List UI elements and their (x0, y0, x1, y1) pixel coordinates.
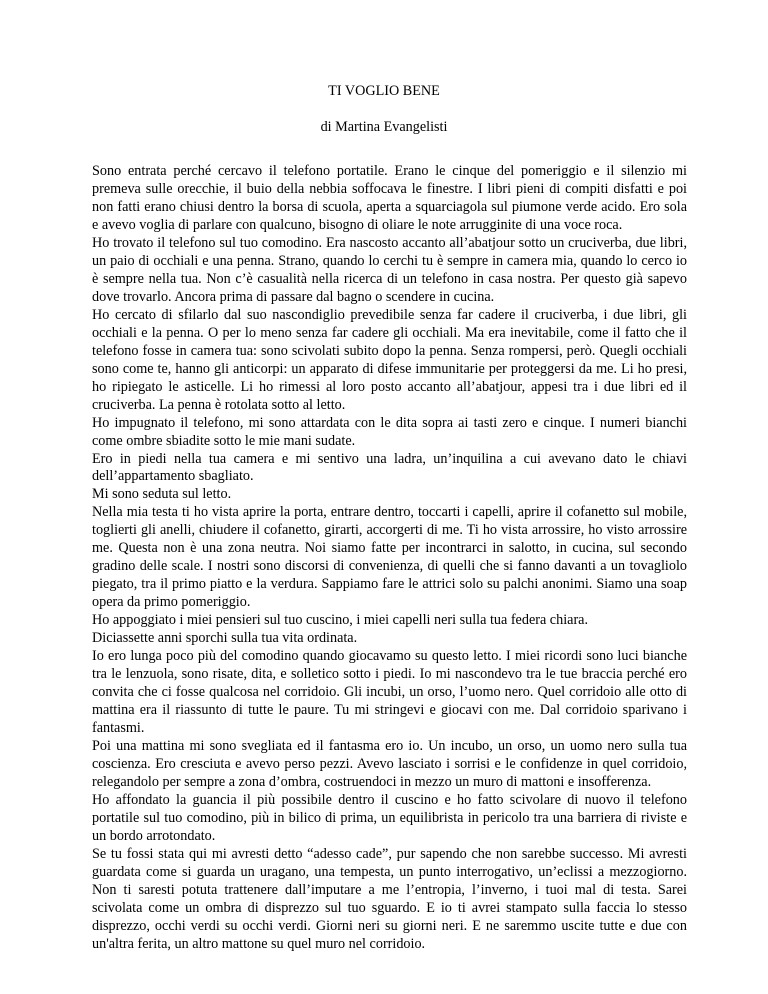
paragraph: Diciassette anni sporchi sulla tua vita ordinata. (92, 630, 358, 647)
document-body (92, 163, 687, 954)
paragraph: Nella mia testa ti ho vista aprire la porta, entrare dentro, toccarti i capelli, aprire il cofanetto sul mobile, toglierti gli anelli, chiudere il cofanetto, girarti, accorgerti di me. Ti ho vista arrossire, ho visto arrossire me. Questa non è una zona neutra. Noi siamo fatte per incontrarci in salotto, in cucina, sul secondo gradino delle scale. I nostri sono discorsi di convenienza, di quelli che si fanno davanti a un tovagliolo piegato, tra il primo piatto e la verdura. Sappiamo fare le attrici solo su palchi anonimi. Siamo una soap opera da primo pomeriggio. (92, 504, 687, 611)
paragraph: Ho impugnato il telefono, mi sono attardata con le dita sopra ai tasti zero e cinque. I numeri bianchi come ombre sbiadite sotto le mie mani sudate. (92, 414, 687, 449)
document-author: di Martina Evangelisti (320, 119, 448, 135)
paragraph: Ho trovato il telefono sul tuo comodino. Era nascosto accanto all’abatjour sotto un cruciverba, due libri, un paio di occhiali e una penna. Strano, quando lo cerchi tu è sempre in camera mia, quando lo cerco io è sempre nella tua. Non c’è casualità nella ricerca di un telefono in casa nostra. Per questo già sapevo dove trovarlo. Ancora prima di passare dal bagno o scendere in cucina. (92, 234, 687, 305)
paragraph: Se tu fossi stata qui mi avresti detto “adesso cade”, pur sapendo che non sarebbe successo. Mi avresti guardata come si guarda un uragano, una tempesta, un punto interrogativo, un’eclissi a mezzogiorno. Non ti saresti potuta trattenere dall’imputare a me l’entropia, l’inverno, i tuoi mal di testa. Sarei scivolata come un ombra di disprezzo sul tuo sguardo. E io ti avrei stampato sulla faccia lo stesso disprezzo, occhi verdi su occhi verdi. Giorni neri su giorni neri. E ne saremmo uscite tutte e due con un'altra ferita, un altro mattone su quel muro nel corridoio. (92, 845, 687, 952)
paragraph: Ho appoggiato i miei pensieri sul tuo cuscino, i miei capelli neri sulla tua federa chiara. (92, 612, 589, 629)
paragraph: Ho affondato la guancia il più possibile dentro il cuscino e ho fatto scivolare di nuovo il telefono portatile sul tuo comodino, più in bilico di prima, un equilibrista in pericolo tra una barriera di riviste e un bordo arrotondato. (92, 791, 687, 844)
paragraph: Sono entrata perché cercavo il telefono portatile. Erano le cinque del pomeriggio e il silenzio mi premeva sulle orecchie, il buio della nebbia soffocava le finestre. I libri pieni di compiti disfatti e poi non fatti erano chiusi dentro la borsa di scuola, aperta a squarciagola sul piumone verde acido. Ero sola e avevo voglia di parlare con qualcuno, bisogno di oliare le note arrugginite di una voce roca. (92, 163, 687, 233)
document-title: TI VOGLIO BENE (328, 83, 440, 99)
paragraph: Ero in piedi nella tua camera e mi sentivo una ladra, un’inquilina a cui avevano dato le chiavi dell’appartamento sbagliato. (92, 450, 687, 485)
paragraph: Io ero lunga poco più del comodino quando giocavamo su questo letto. I miei ricordi sono luci bianche tra le lenzuola, sono risate, dita, e solletico sotto i piedi. Io mi nascondevo tra le tue braccia perché ero convita che ci fosse qualcosa nel corridoio. Gli incubi, un orso, l’uomo nero. Quel corridoio alle otto di mattina era il riassunto di tutte le paure. Tu mi stringevi e giocavi con me. Dal corridoio sparivano i fantasmi. (92, 648, 687, 737)
paragraph: Poi una mattina mi sono svegliata ed il fantasma ero io. Un incubo, un orso, un uomo nero sulla tua coscienza. Ero cresciuta e avevo perso pezzi. Avevo lasciato i sorrisi e le confidenze in quel corridoio, relegandolo per sempre a zona d’ombra, costruendoci in mezzo un muro di mattoni e insofferenza. (92, 738, 687, 790)
paragraph: Ho cercato di sfilarlo dal suo nascondiglio prevedibile senza far cadere il cruciverba, i due libri, gli occhiali e la penna. O per lo meno senza far cadere gli occhiali. Ma era inevitabile, come il fatto che il telefono fosse in camera tua: sono scivolati subito dopo la penna. Senza rompersi, però. Quegli occhiali sono come te, hanno gli anticorpi: un apparato di difese immunitarie per proteggersi da me. Li ho presi, ho ripiegato le asticelle. Li ho rimessi al loro posto accanto all’abatjour, appesi tra i due libri ed il cruciverba. La penna è rotolata sotto al letto. (92, 306, 687, 413)
paragraph: Mi sono seduta sul letto. (92, 486, 232, 503)
